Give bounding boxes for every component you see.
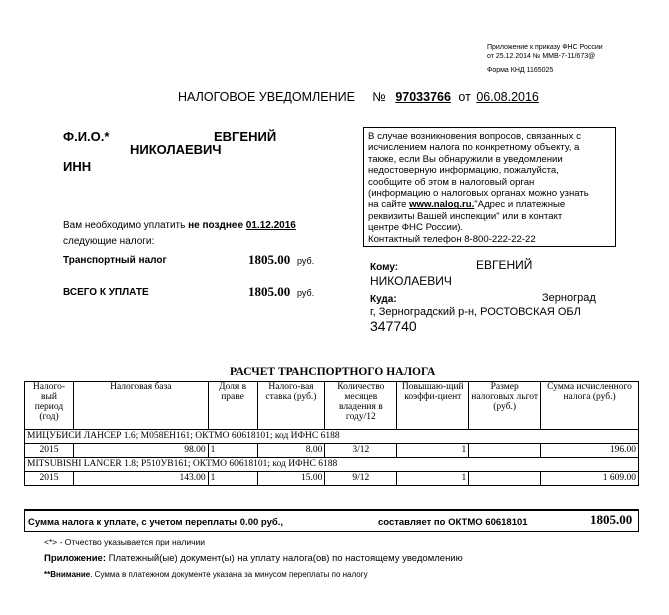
info-line-site (368, 199, 611, 210)
total-overpay-unit: руб., (260, 517, 284, 528)
cell-share: 1 (208, 472, 257, 486)
oktmo-line (378, 517, 528, 528)
oktmo-code: 60618101 (485, 517, 528, 528)
recipient-postcode: 347740 (370, 318, 417, 334)
cell-base: 143.00 (73, 472, 208, 486)
recipient-address: г, Зерноградский р-н, РОСТОВСКАЯ ОБЛ (370, 306, 581, 318)
recipient-first-name: ЕВГЕНИЙ (476, 258, 533, 272)
notice-number: 97033766 (395, 90, 451, 104)
number-sign: № (372, 90, 386, 104)
total-due-amount: 1805.00 (248, 284, 291, 299)
col-header-benefit: Размер налоговых льгот (руб.) (469, 382, 541, 430)
notice-date: 06.08.2016 (476, 90, 539, 104)
form-code: Форма КНД 1165025 (487, 67, 554, 74)
cell-rate: 15.00 (257, 472, 325, 486)
attention-text: . Сумма в платежном документе указана за минусом переплаты по налогу (90, 570, 368, 579)
calc-title: РАСЧЕТ ТРАНСПОРТНОГО НАЛОГА (230, 366, 436, 378)
cell-coef: 1 (397, 444, 469, 458)
fio-label: Ф.И.О.* (63, 129, 110, 144)
cell-period: 2015 (25, 472, 74, 486)
inn-label: ИНН (63, 159, 92, 174)
info-line: (информацию о налоговых органах можно узнать (368, 188, 589, 200)
pay-line (63, 220, 296, 231)
cell-benefit (469, 444, 541, 458)
cell-months: 3/12 (325, 444, 397, 458)
cell-sum: 196.00 (541, 444, 639, 458)
attachment-label: Приложение: (44, 553, 106, 564)
cell-share: 1 (208, 444, 257, 458)
tax-name: Транспортный налог (63, 255, 167, 266)
col-header-sum: Сумма исчисленного налога (руб.) (541, 382, 639, 430)
contact-phone: Контактный телефон 8-800-222-22-22 (368, 233, 536, 245)
info-line: В случае возникновения вопросов, связанных с (368, 131, 581, 142)
info-box (363, 127, 616, 247)
recipient-patronymic: НИКОЛАЕВИЧ (370, 274, 452, 288)
recipient-city: Зерноград (542, 292, 596, 304)
appendix-line-1: Приложение к приказу ФНС России (487, 44, 603, 51)
total-line (28, 517, 283, 528)
nalog-link[interactable]: www.nalog.ru. (409, 199, 475, 211)
vehicle-name: MITSUBISHI LANCER 1.8; Р510УВ161; ОКТМО 60618101; код ИФНС 6188 (25, 458, 639, 472)
total-amount: 1805.00 (590, 512, 633, 527)
oktmo-label: составляет по ОКТМО (378, 517, 483, 528)
total-overpay: 0.00 (239, 517, 259, 528)
col-header-rate: Налого-вая ставка (руб.) (257, 382, 325, 430)
taxpayer-patronymic: НИКОЛАЕВИЧ (130, 142, 222, 157)
from-label: от (458, 90, 471, 104)
appendix-note (487, 43, 657, 75)
cell-benefit (469, 472, 541, 486)
col-header-coef: Повышаю-щий коэффи-циент (397, 382, 469, 430)
info-line: недостоверную информацию, пожалуйста, (368, 165, 559, 177)
vehicle-name: МИЦУБИСИ ЛАНСЕР 1.6; М058ЕН161; ОКТМО 60618101; код ИФНС 6188 (25, 430, 639, 444)
cell-base: 98.00 (73, 444, 208, 458)
site-prefix: на сайте (368, 199, 410, 211)
site-suffix: "Адрес и платежные (474, 199, 566, 211)
pay-prefix: Вам необходимо уплатить (63, 220, 186, 231)
footnote-patronymic: <*> - Отчество указывается при наличии (44, 537, 205, 547)
to-label: Кому: (370, 262, 399, 273)
attachment-text: Платежный(ые) документ(ы) на уплату налога(ов) по настоящему уведомлению (108, 553, 463, 564)
due-date: 01.12.2016 (245, 220, 296, 231)
attention-label: **Внимание (44, 570, 91, 579)
col-header-months: Количество месяцев владения в году/12 (325, 382, 397, 430)
info-line: сообщите об этом в налоговый орган (368, 176, 535, 188)
vehicle-name-row (25, 458, 639, 472)
total-due-label: ВСЕГО К УПЛАТЕ (63, 287, 149, 298)
appendix-line-2: от 25.12.2014 № ММВ-7-11/673@ (487, 53, 596, 60)
notice-title-text: НАЛОГОВОЕ УВЕДОМЛЕНИЕ (178, 90, 355, 104)
tax-currency: руб. (297, 256, 315, 266)
vehicle-name-row (25, 430, 639, 444)
info-line: центре ФНС России). (368, 222, 464, 234)
following-taxes: следующие налоги: (63, 236, 155, 247)
tax-calc-table (24, 381, 639, 486)
where-label: Куда: (370, 294, 397, 305)
col-header-share: Доля в праве (208, 382, 257, 430)
info-line: реквизиты Вашей инспекции" или в контакт (368, 210, 563, 222)
pay-no-later: не позднее (188, 220, 244, 231)
vehicle-values-row (25, 472, 639, 486)
table-header-row (25, 382, 639, 430)
col-header-base: Налоговая база (73, 382, 208, 430)
info-line: исчислением налога по конкретному объекту, а (368, 142, 580, 154)
cell-rate: 8.00 (257, 444, 325, 458)
vehicle-values-row (25, 444, 639, 458)
total-label: Сумма налога к уплате, с учетом переплаты (28, 517, 238, 528)
col-header-period: Налого-вый период (год) (25, 382, 74, 430)
attachment-line (44, 553, 463, 564)
notice-title (178, 90, 539, 104)
total-due-currency: руб. (297, 288, 315, 298)
tax-amount: 1805.00 (248, 252, 291, 267)
taxpayer-first-name: ЕВГЕНИЙ (214, 129, 277, 144)
info-line: также, если Вы обнаружили в уведомлении (368, 153, 563, 165)
cell-period: 2015 (25, 444, 74, 458)
cell-months: 9/12 (325, 472, 397, 486)
cell-sum: 1 609.00 (541, 472, 639, 486)
cell-coef: 1 (397, 472, 469, 486)
attention-line (44, 570, 368, 579)
